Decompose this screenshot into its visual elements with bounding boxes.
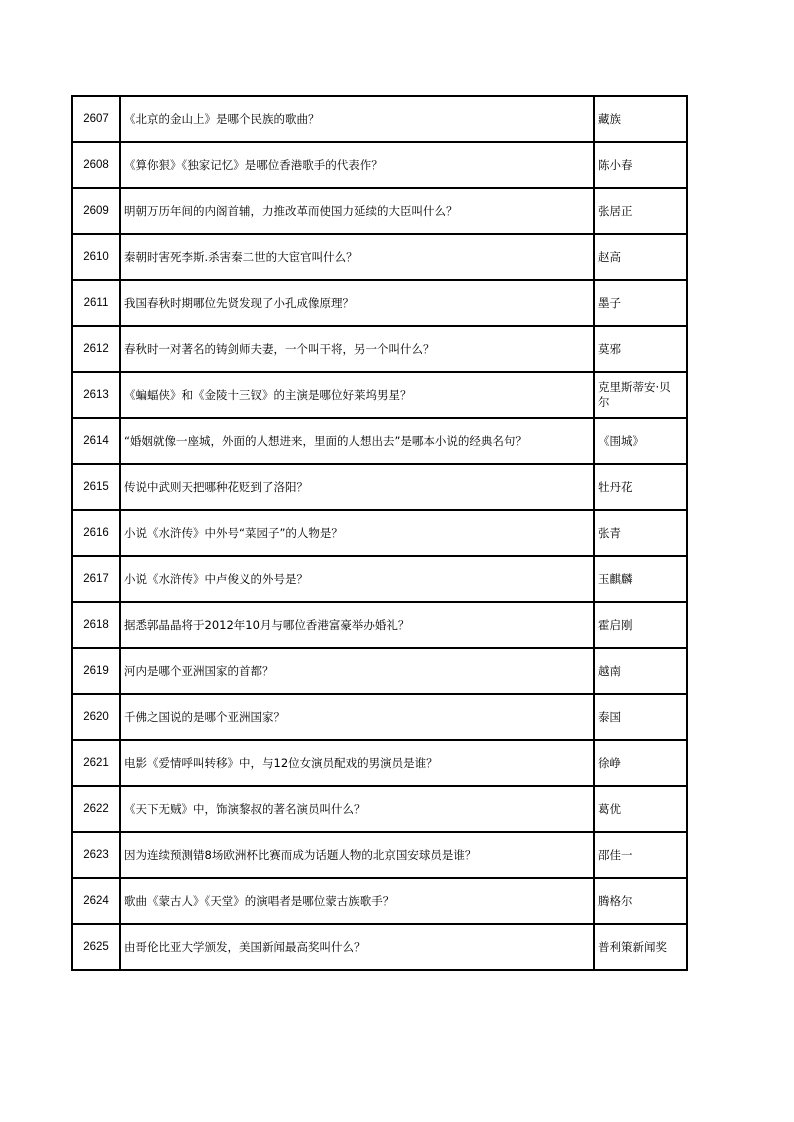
row-number: 2613: [72, 372, 120, 418]
table-row: [72, 786, 687, 832]
question-cell: “婚姻就像一座城，外面的人想进来，里面的人想出去”是哪本小说的经典名句？: [120, 418, 594, 464]
table-row: [72, 648, 687, 694]
question-cell: 歌曲《蒙古人》《天堂》的演唱者是哪位蒙古族歌手？: [120, 878, 594, 924]
answer-cell: 《围城》: [594, 418, 687, 464]
row-number: 2614: [72, 418, 120, 464]
row-number: 2617: [72, 556, 120, 602]
table-row: [72, 372, 687, 418]
answer-cell: 徐峥: [594, 740, 687, 786]
row-number: 2611: [72, 280, 120, 326]
answer-cell: 藏族: [594, 96, 687, 142]
answer-cell: 玉麒麟: [594, 556, 687, 602]
question-cell: 因为连续预测错8场欧洲杯比赛而成为话题人物的北京国安球员是谁？: [120, 832, 594, 878]
answer-cell: 张青: [594, 510, 687, 556]
answer-cell: 葛优: [594, 786, 687, 832]
row-number: 2616: [72, 510, 120, 556]
row-number: 2625: [72, 924, 120, 970]
row-number: 2621: [72, 740, 120, 786]
row-number: 2622: [72, 786, 120, 832]
answer-cell: 越南: [594, 648, 687, 694]
answer-cell: 邵佳一: [594, 832, 687, 878]
question-cell: 我国春秋时期哪位先贤发现了小孔成像原理？: [120, 280, 594, 326]
qa-table: [71, 95, 688, 971]
question-cell: 由哥伦比亚大学颁发，美国新闻最高奖叫什么？: [120, 924, 594, 970]
row-number: 2620: [72, 694, 120, 740]
table-row: [72, 924, 687, 970]
table-row: [72, 280, 687, 326]
table-row: [72, 326, 687, 372]
answer-cell: 泰国: [594, 694, 687, 740]
answer-cell: 克里斯蒂安·贝尔: [594, 372, 687, 418]
question-cell: 《北京的金山上》是哪个民族的歌曲？: [120, 96, 594, 142]
question-cell: 明朝万历年间的内阁首辅，力推改革而使国力延续的大臣叫什么？: [120, 188, 594, 234]
table-row: [72, 188, 687, 234]
question-cell: 秦朝时害死李斯.杀害秦二世的大宦官叫什么？: [120, 234, 594, 280]
table-row: [72, 694, 687, 740]
question-cell: 电影《爱情呼叫转移》中，与12位女演员配戏的男演员是谁？: [120, 740, 594, 786]
question-cell: 河内是哪个亚洲国家的首都？: [120, 648, 594, 694]
table-row: [72, 740, 687, 786]
row-number: 2619: [72, 648, 120, 694]
table-row: [72, 464, 687, 510]
answer-cell: 赵高: [594, 234, 687, 280]
table-row: [72, 96, 687, 142]
answer-cell: 牡丹花: [594, 464, 687, 510]
answer-cell: 腾格尔: [594, 878, 687, 924]
answer-cell: 墨子: [594, 280, 687, 326]
table-row: [72, 602, 687, 648]
table-row: [72, 832, 687, 878]
question-cell: 春秋时一对著名的铸剑师夫妻，一个叫干将，另一个叫什么？: [120, 326, 594, 372]
answer-cell: 张居正: [594, 188, 687, 234]
table-row: [72, 142, 687, 188]
row-number: 2623: [72, 832, 120, 878]
question-cell: 据悉郭晶晶将于2012年10月与哪位香港富豪举办婚礼？: [120, 602, 594, 648]
question-cell: 小说《水浒传》中外号“菜园子”的人物是？: [120, 510, 594, 556]
table-row: [72, 878, 687, 924]
row-number: 2618: [72, 602, 120, 648]
table-row: [72, 418, 687, 464]
table-row: [72, 510, 687, 556]
answer-cell: 陈小春: [594, 142, 687, 188]
answer-cell: 霍启刚: [594, 602, 687, 648]
table-row: [72, 556, 687, 602]
question-cell: 《算你狠》《独家记忆》是哪位香港歌手的代表作？: [120, 142, 594, 188]
question-cell: 《蝙蝠侠》和《金陵十三钗》的主演是哪位好莱坞男星？: [120, 372, 594, 418]
row-number: 2607: [72, 96, 120, 142]
row-number: 2615: [72, 464, 120, 510]
row-number: 2609: [72, 188, 120, 234]
row-number: 2608: [72, 142, 120, 188]
question-cell: 传说中武则天把哪种花贬到了洛阳？: [120, 464, 594, 510]
row-number: 2610: [72, 234, 120, 280]
question-cell: 小说《水浒传》中卢俊义的外号是？: [120, 556, 594, 602]
row-number: 2624: [72, 878, 120, 924]
table-row: [72, 234, 687, 280]
row-number: 2612: [72, 326, 120, 372]
question-cell: 千佛之国说的是哪个亚洲国家？: [120, 694, 594, 740]
answer-cell: 普利策新闻奖: [594, 924, 687, 970]
answer-cell: 莫邪: [594, 326, 687, 372]
question-cell: 《天下无贼》中，饰演黎叔的著名演员叫什么？: [120, 786, 594, 832]
